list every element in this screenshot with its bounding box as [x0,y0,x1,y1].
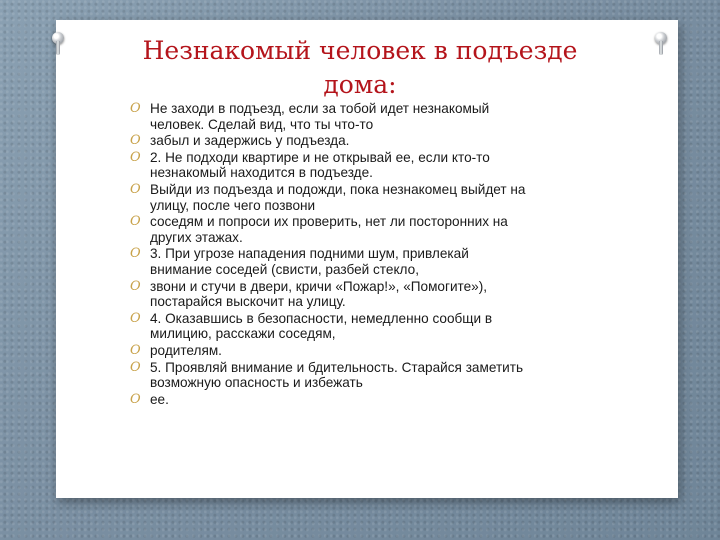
list-item-line: постарайся выскочит на улицу. [150,294,346,310]
list-item [124,214,594,245]
list-item-line: ее. [150,391,169,407]
list-item-line: забыл и задержись у подъезда. [150,133,350,149]
list-item-line: незнакомый находится в подъезде. [150,165,373,181]
title-line: дома: [323,70,397,99]
bullet-icon: O [130,359,141,375]
list-item-line: звони и стучи в двери, кричи «Пожар!», «Помогите»), [150,278,488,294]
pushpin-icon [52,32,64,54]
list-item-line: улицу, после чего позвони [150,197,316,213]
list-item-line: других этажах. [150,229,243,245]
list-item-line: Выйди из подъезда и подожди, пока незнакомец выйдет на [150,182,526,198]
list-item-line: Не заходи в подъезд, если за тобой идет незнакомый [150,101,490,116]
list-item [124,150,594,181]
bullet-icon: O [130,343,141,358]
list-item-line: соседям и попроси их проверить, нет ли посторонних на [150,214,508,230]
bullet-icon: O [130,101,141,116]
bullet-icon: O [130,133,141,149]
bullet-icon: O [130,149,141,165]
list-item-line: 4. Оказавшись в безопасности, немедленно сообщи в [150,310,493,326]
list-item [124,246,594,277]
bullet-icon: O [130,391,141,407]
list-item [124,343,594,359]
list-item [124,133,594,149]
title-line: Незнакомый человек в подъезде [142,36,578,65]
list-item-line: внимание соседей (свисти, разбей стекло, [150,261,419,277]
list-item-line: человек. Сделай вид, что ты что-то [150,116,374,132]
bullet-icon: O [130,246,141,262]
bullet-icon: O [130,278,141,294]
list-item-line: 5. Проявляй внимание и бдительность. Старайся заметить [150,359,524,375]
list-item [124,392,594,408]
pushpin-icon [655,32,667,54]
list-item-line: родителям. [150,343,222,358]
list-item-line: 2. Не подходи квартире и не открывай ее, если кто-то [150,149,490,165]
list-item-line: 3. При угрозе нападения подними шум, привлекай [150,246,469,262]
list-item [124,182,594,213]
bullet-icon: O [130,214,141,230]
list-item [124,360,594,391]
bullet-icon: O [130,182,141,198]
list-item-line: возможную опасность и избежать [150,375,363,391]
list-item [124,279,594,310]
bullet-icon: O [130,310,141,326]
slide-title [110,34,610,102]
list-item [124,311,594,342]
list-item [124,101,594,132]
list-item-line: милицию, расскажи соседям, [150,326,336,342]
bullet-list [124,101,594,409]
